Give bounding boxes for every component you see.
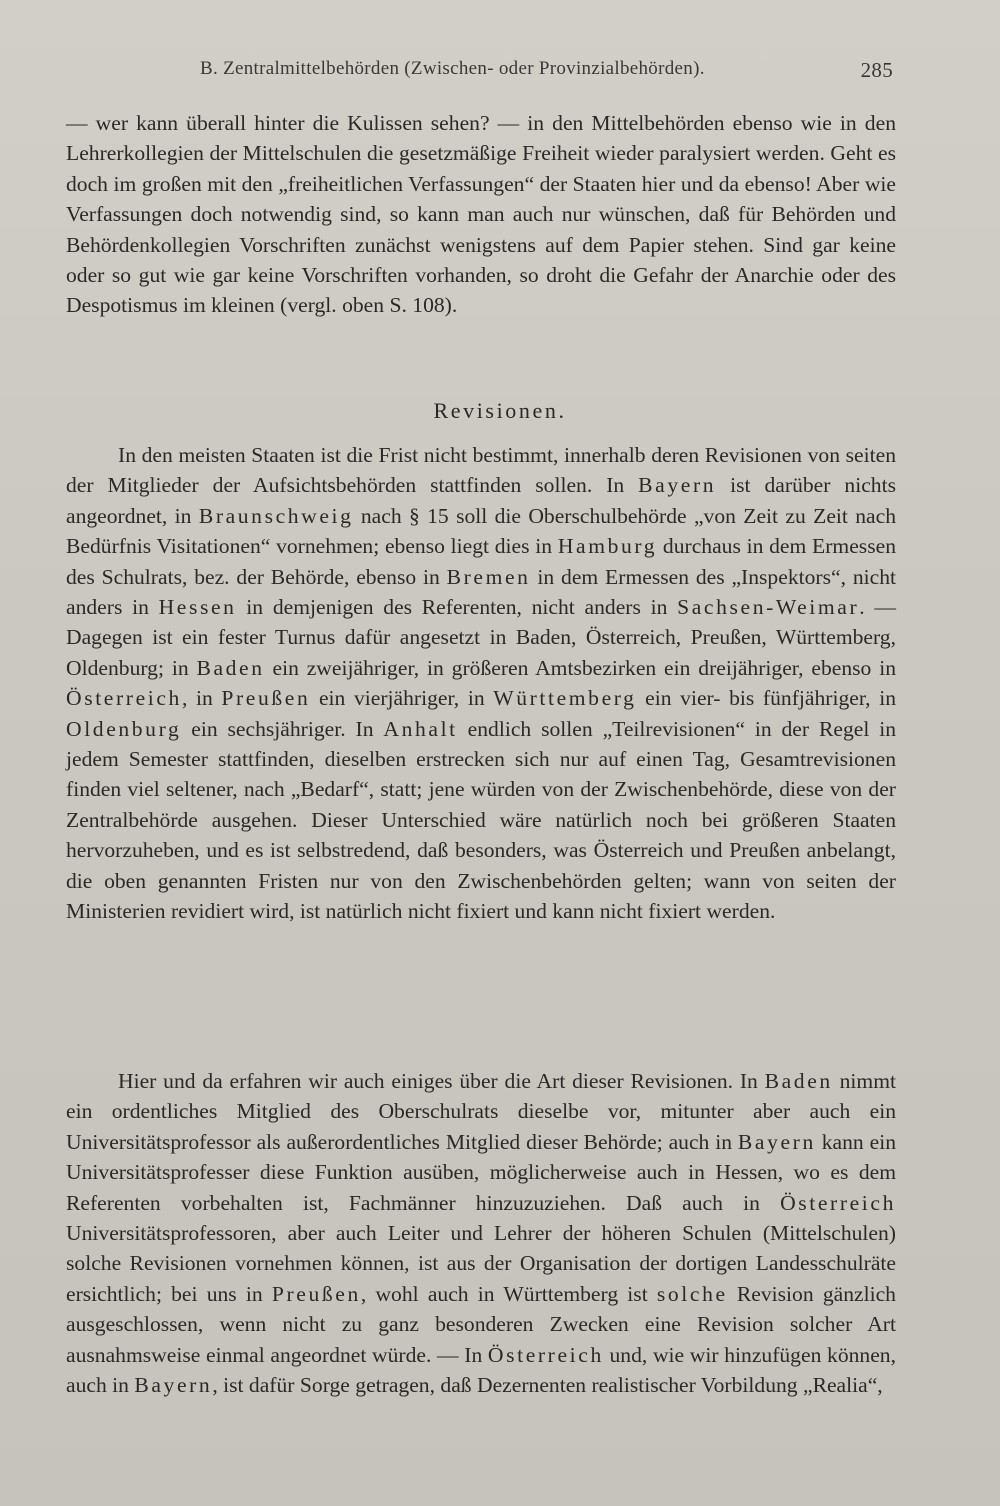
running-title: B. Zentralmittelbehörden (Zwischen- oder Provinzialbehörden).	[200, 58, 705, 79]
spaced-place-name: Bayern	[638, 473, 717, 498]
text-run: ein zweijähriger, in größeren Amtsbezirken ein dreijähriger, ebenso in	[264, 655, 896, 680]
text-run: , ist dafür Sorge getragen, daß Dezernenten realistischer Vorbildung „Realia“,	[212, 1373, 883, 1398]
text-run: . — Dagegen ist ein fester Turnus dafür angesetzt in Baden, Österreich, Preußen, Württemberg, Oldenburg; in	[66, 595, 897, 680]
spaced-place-name: Braunschweig	[198, 503, 354, 528]
spaced-place-name: Hamburg	[557, 534, 658, 559]
spaced-emphasis: solche	[656, 1281, 728, 1306]
spaced-place-name: Hessen	[158, 595, 237, 620]
text-run: endlich sollen „Teilrevisionen“ in der Regel in jedem Semester stattfinden, dieselben erstrecken sich nur auf einen Tag, Gesamtrevisionen finden viel seltener, nach „Bedarf“, statt; jene würden von der Zwischenbehörde, diese von der Zentralbehörde ausgehen. Dieser Unterschied wäre natürlich noch bei größeren Staaten hervorzuheben, und es ist selbstredend, daß besonders, was Österreich und Preußen anbelangt, die oben genannten Fristen nur von den Zwischenbehörden gelten; wann von seiten der Ministerien revidiert wird, ist natürlich nicht fixiert und kann nicht fixiert werden.	[66, 716, 897, 924]
spaced-place-name: Sachsen-Weimar	[677, 595, 860, 620]
page-number: 285	[860, 58, 893, 82]
text-run: , in	[181, 686, 222, 711]
text-run: In den meisten Staaten ist die Frist nicht bestimmt, innerhalb deren Revisionen von seiten der Mitglieder der Aufsichtsbehörden stattfinden sollen. In	[66, 443, 896, 498]
text-run: in demjenigen des Referenten, nicht anders in	[236, 595, 678, 620]
text-run: durchaus in dem Ermessen des Schulrats, bez. der Behörde, ebenso in	[66, 534, 896, 589]
text-run: , wohl auch in Württemberg ist	[360, 1281, 657, 1306]
text-run: Hier und da erfahren wir auch einiges über die Art dieser Revisionen. In	[118, 1069, 765, 1093]
text-run: ein vier- bis fünfjähriger, in	[636, 686, 896, 711]
paragraph-revision-intervals-text	[66, 440, 896, 927]
spaced-place-name: Oldenburg	[66, 716, 182, 741]
spaced-place-name: Baden	[764, 1069, 833, 1093]
text-run: Revision gänzlich ausgeschlossen, wenn nicht zu ganz besonderen Zwecken eine Revision solcher Art ausnahmsweise einmal angeordnet würde. — In	[66, 1281, 896, 1367]
text-run: ist darüber nichts angeordnet, in	[66, 473, 896, 528]
text-run: in dem Ermessen des „Inspektors“, nicht anders in	[66, 564, 896, 620]
text-run: ein vierjähriger, in	[310, 686, 494, 711]
paragraph-intro	[66, 108, 896, 321]
text-run: nimmt ein ordentliches Mitglied des Oberschulrats dieselbe vor, mitunter aber auch ein Universitätsprofessor als außerordentliches Mitglied dieser Behörde; auch in	[66, 1069, 896, 1154]
spaced-place-name: Anhalt	[383, 716, 458, 741]
spaced-place-name: Württemberg	[493, 686, 637, 711]
section-heading-revisionen: Revisionen.	[433, 398, 567, 423]
spaced-place-name: Österreich	[780, 1190, 896, 1215]
text-run: ein sechsjähriger. In	[181, 716, 384, 741]
spaced-place-name: Baden	[196, 655, 265, 680]
paragraph-intro-text: — wer kann überall hinter die Kulissen sehen? — in den Mittelbehörden ebenso wie in den Lehrerkollegien der Mittelschulen die gesetzmäßige Freiheit wieder paralysiert werden. Geht es doch im großen mit den „freiheitlichen Verfassungen“ der Staaten hier und da ebenso! Aber wie Verfassungen doch notwendig sind, so kann man auch nur wünschen, daß für Behörden und Behördenkollegien Vorschriften zunächst wenigstens auf dem Papier stehen. Sind gar keine oder so gut wie gar keine Vorschriften vorhanden, so droht die Gefahr der Anarchie oder des Despotismus im kleinen (vergl. oben S. 108).	[66, 111, 896, 318]
spaced-place-name: Preußen	[271, 1281, 361, 1306]
text-run: nach § 15 soll die Oberschulbehörde „von Zeit zu Zeit nach Bedürfnis Visitationen“ vornehmen; ebenso liegt dies in	[66, 503, 897, 559]
spaced-place-name: Österreich	[66, 686, 182, 711]
text-run: und, wie wir hinzufügen können, auch in	[66, 1342, 896, 1398]
spaced-place-name: Bayern	[134, 1373, 213, 1398]
paragraph-revision-kind-text	[66, 1066, 896, 1400]
spaced-place-name: Österreich	[487, 1342, 604, 1367]
spaced-place-name: Bayern	[737, 1129, 816, 1154]
text-run: Universitätsprofessoren, aber auch Leiter und Lehrer der höheren Schulen (Mittelschulen) solche Revisionen vornehmen können, ist aus der Organisation der dortigen Landesschulräte ersichtlich; bei uns in	[66, 1221, 896, 1306]
spaced-place-name: Bremen	[446, 564, 531, 589]
paragraph-revision-intervals	[66, 440, 896, 927]
spaced-place-name: Preußen	[221, 686, 311, 711]
text-run: kann ein Universitätsprofesser diese Funktion ausüben, möglicherweise auch in Hessen, wo es dem Referenten vorbehalten ist, Fachmänner hinzuzuziehen. Daß auch in	[66, 1129, 896, 1215]
paragraph-revision-kind	[66, 1066, 896, 1400]
